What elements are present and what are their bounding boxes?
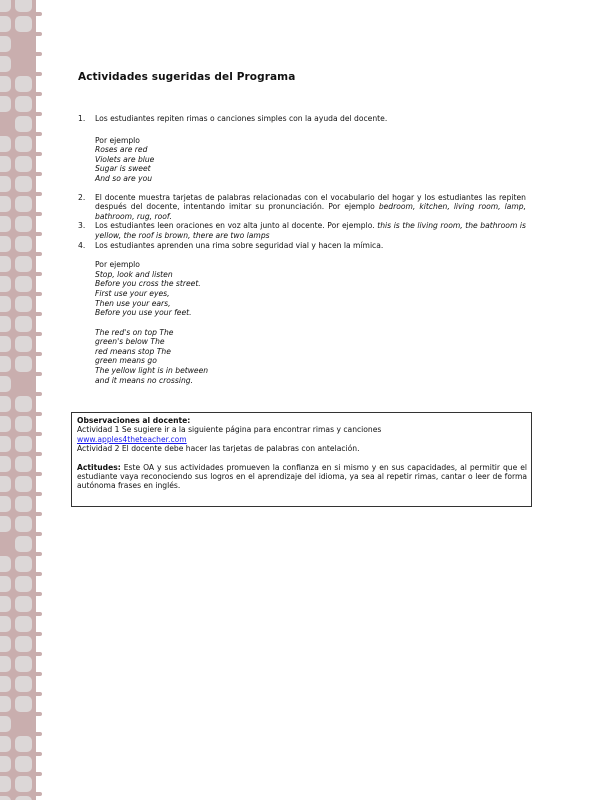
rhyme-line: Roses are red	[95, 145, 148, 155]
activity-number: 3.	[78, 221, 86, 231]
rhyme-line: First use your eyes,	[95, 288, 170, 298]
activity-text: El docente muestra tarjetas de palabras relacionadas con el vocabulario del hogar y los estudiantes las repiten después del docente, intentando imitar su pronunciación. Por ejemplo	[95, 192, 526, 212]
rhyme-line: Sugar is sweet	[95, 164, 151, 174]
activity-number: 2.	[78, 192, 86, 202]
rhyme-line: The yellow light is in between	[95, 366, 209, 376]
apples4theteacher-link[interactable]: www.apples4theteacher.com	[77, 434, 187, 444]
observation-activity-2: Actividad 2 El docente debe hacer las tarjetas de palabras con antelación.	[77, 444, 360, 454]
teacher-observations-box	[71, 412, 532, 507]
rhyme-line: Violets are blue	[95, 154, 155, 164]
rhyme-line: Before you use your feet.	[95, 308, 192, 318]
rhyme-line: and it means no crossing.	[95, 375, 193, 385]
activity-number: 1.	[78, 114, 86, 123]
activity-text: Los estudiantes leen oraciones en voz alta junto al docente. Por ejemplo.	[95, 221, 375, 231]
activity-example-sentences: this is the living room, the bathroom is yellow, the roof is brown, there are two lamps	[95, 221, 526, 240]
activity-example-words: bedroom, kitchen, living room, lamp, bathroom, rug, roof.	[95, 202, 526, 221]
example-rhyme-1	[78, 136, 526, 184]
activity-item-1	[78, 114, 526, 124]
attitudes-paragraph	[77, 463, 527, 491]
attitudes-text: Este OA y sus actividades promueven la confianza en si mismo y en sus capacidades, al permitir que el estudiante vaya reconociendo sus logros en el aprendizaje del idioma, ya sea al repetir rimas, cantar o leer de forma autónoma frases en inglés.	[77, 462, 527, 491]
observations-heading: Observaciones al docente:	[77, 416, 191, 425]
example-label: Por ejemplo	[95, 135, 140, 145]
activity-text: Los estudiantes aprenden una rima sobre seguridad vial y hacen la mímica.	[95, 240, 384, 250]
rhyme-line: And so are you	[95, 173, 153, 183]
attitudes-label: Actitudes:	[77, 462, 121, 472]
activities-list	[78, 114, 526, 385]
observation-activity-1: Actividad 1 Se sugiere ir a la siguiente página para encontrar rimas y canciones	[77, 425, 382, 435]
rhyme-line: Before you cross the street.	[95, 279, 201, 289]
rhyme-line: The red's on top The	[95, 327, 174, 337]
page-title: Actividades sugeridas del Programa	[78, 71, 296, 83]
activity-item-2	[78, 193, 526, 222]
activity-number: 4.	[78, 240, 86, 250]
example-rhyme-road-safety	[78, 260, 526, 318]
activity-item-3	[78, 221, 526, 240]
activity-text: Los estudiantes repiten rimas o canciones simples con la ayuda del docente.	[95, 114, 388, 123]
rhyme-line: green's below The	[95, 337, 165, 347]
example-rhyme-traffic-light	[78, 328, 526, 386]
rhyme-line: green means go	[95, 356, 157, 366]
rhyme-line: Then use your ears,	[95, 298, 171, 308]
example-label: Por ejemplo	[95, 260, 140, 270]
activity-item-4	[78, 241, 526, 251]
rhyme-line: Stop, look and listen	[95, 269, 173, 279]
rhyme-line: red means stop The	[95, 346, 171, 356]
